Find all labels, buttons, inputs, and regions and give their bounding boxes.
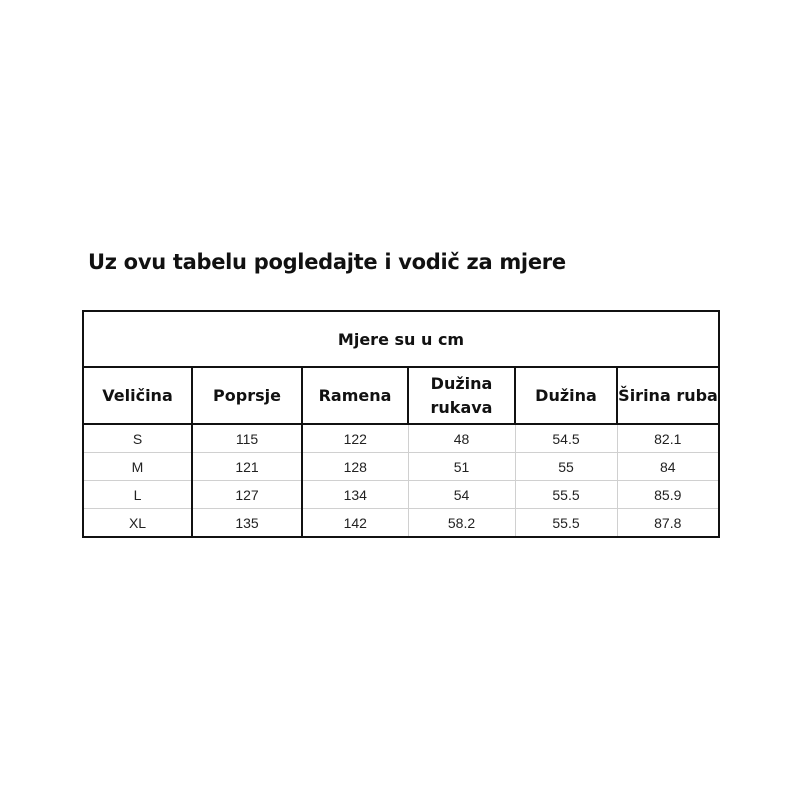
table-cell: 58.2 (408, 509, 515, 538)
table-row (83, 509, 719, 538)
table-cell: 55.5 (515, 509, 617, 538)
column-header-shoulders: Ramena (302, 367, 408, 424)
table-cell: 55.5 (515, 481, 617, 509)
column-header-sleeve-length: Dužina rukava (408, 367, 515, 424)
table-cell: 122 (302, 424, 408, 453)
table-cell: XL (83, 509, 192, 538)
column-header-size: Veličina (83, 367, 192, 424)
table-cell: S (83, 424, 192, 453)
table-cell: 128 (302, 453, 408, 481)
caption-row (83, 311, 719, 367)
table-cell: 87.8 (617, 509, 719, 538)
table-cell: 55 (515, 453, 617, 481)
table-row (83, 481, 719, 509)
table-cell: L (83, 481, 192, 509)
table-cell: 54.5 (515, 424, 617, 453)
table-cell: 121 (192, 453, 302, 481)
table-cell: 51 (408, 453, 515, 481)
column-header-length: Dužina (515, 367, 617, 424)
header-row (83, 367, 719, 424)
table-row (83, 453, 719, 481)
table-cell: 48 (408, 424, 515, 453)
table-cell: 82.1 (617, 424, 719, 453)
table-cell: 135 (192, 509, 302, 538)
table-cell: 84 (617, 453, 719, 481)
table-cell: 85.9 (617, 481, 719, 509)
table-cell: 54 (408, 481, 515, 509)
column-header-hem-width: Širina ruba (617, 367, 719, 424)
table-cell: 134 (302, 481, 408, 509)
table-cell: 142 (302, 509, 408, 538)
table-caption: Mjere su u cm (83, 311, 719, 367)
table-cell: M (83, 453, 192, 481)
table-row (83, 424, 719, 453)
table-cell: 127 (192, 481, 302, 509)
table-cell: 115 (192, 424, 302, 453)
page-heading: Uz ovu tabelu pogledajte i vodič za mjere (88, 250, 566, 274)
size-chart-table (82, 310, 720, 538)
column-header-bust: Poprsje (192, 367, 302, 424)
